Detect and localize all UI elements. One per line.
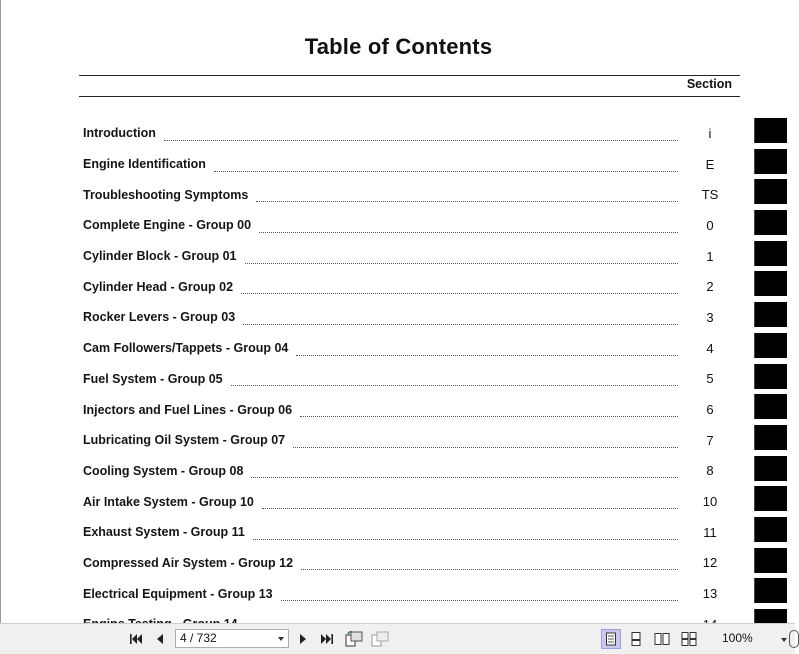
toc-entry-label: Fuel System - Group 05 — [83, 371, 223, 386]
previous-page-icon — [154, 632, 166, 646]
continuous-page-icon — [630, 632, 642, 646]
toc-entry[interactable] — [83, 271, 738, 302]
toc-entry-label: Cylinder Block - Group 01 — [83, 249, 237, 264]
facing-pages-icon — [654, 632, 670, 646]
toc-entry[interactable] — [83, 394, 738, 425]
section-thumb-tab — [754, 179, 787, 204]
toc-entry[interactable] — [83, 456, 738, 487]
section-thumb-tab — [754, 364, 787, 389]
toc-entry[interactable] — [83, 333, 738, 364]
toc-entry[interactable] — [83, 179, 738, 210]
next-page-button[interactable] — [293, 629, 313, 649]
toc-entry-section: E — [705, 156, 715, 172]
section-thumb-tab — [754, 210, 787, 235]
toc-list — [83, 118, 738, 640]
toc-leader-dots — [300, 406, 678, 417]
toc-leader-dots — [231, 375, 678, 386]
first-page-button[interactable] — [126, 629, 146, 649]
toc-entry[interactable] — [83, 548, 738, 579]
zoom-in-icon[interactable] — [789, 630, 799, 648]
toc-entry-label: Engine Identification — [83, 157, 206, 172]
first-page-icon — [129, 632, 143, 646]
section-thumb-tab — [754, 271, 787, 296]
toc-entry-label: Exhaust System - Group 11 — [83, 525, 245, 540]
toc-entry[interactable] — [83, 517, 738, 548]
section-thumb-tab — [754, 578, 787, 603]
toc-entry-label: Lubricating Oil System - Group 07 — [83, 433, 286, 448]
section-thumb-tab — [754, 241, 787, 266]
toc-leader-dots — [241, 283, 678, 294]
page-number-select[interactable] — [175, 629, 289, 648]
toc-entry-section: 2 — [706, 279, 714, 295]
toc-entry-section: 7 — [706, 432, 714, 448]
toc-entry-label: Electrical Equipment - Group 13 — [83, 586, 273, 601]
toc-entry[interactable] — [83, 118, 738, 149]
section-column-header: Section — [686, 77, 732, 91]
page-title: Table of Contents — [304, 34, 493, 59]
previous-page-button[interactable] — [150, 629, 170, 649]
header-rule-bottom — [79, 96, 740, 97]
section-thumb-tab — [754, 333, 787, 358]
toc-leader-dots — [293, 437, 678, 448]
page-indicator: 4 / 732 — [180, 631, 217, 645]
toc-entry-label: Rocker Levers - Group 03 — [83, 310, 236, 325]
section-thumb-tab — [754, 486, 787, 511]
section-thumb-tab — [754, 149, 787, 174]
toc-leader-dots — [164, 130, 678, 141]
toc-entry-section: 8 — [706, 463, 714, 479]
zoom-level-select[interactable]: 100% — [722, 631, 753, 645]
rotate-view-button[interactable] — [344, 629, 364, 649]
toc-entry-section: 6 — [706, 402, 714, 418]
rotate-view-alt-button[interactable] — [370, 629, 390, 649]
toc-entry-label: Troubleshooting Symptoms — [83, 187, 249, 202]
continuous-page-view-button[interactable] — [626, 629, 646, 649]
facing-pages-view-button[interactable] — [652, 629, 672, 649]
toc-entry-section: i — [708, 125, 712, 141]
toc-entry[interactable] — [83, 149, 738, 180]
zoom-chevron-down-icon[interactable] — [781, 638, 787, 642]
section-thumb-tab — [754, 394, 787, 419]
header-rule-top — [79, 75, 740, 76]
section-thumb-tab — [754, 425, 787, 450]
toc-entry-section: 12 — [702, 555, 718, 571]
toc-entry-section: 3 — [706, 309, 714, 325]
continuous-facing-view-button[interactable] — [679, 629, 699, 649]
toc-entry[interactable] — [83, 302, 738, 333]
toc-entry[interactable] — [83, 210, 738, 241]
section-thumb-tab — [754, 456, 787, 481]
toc-entry-label: Cooling System - Group 08 — [83, 463, 244, 478]
toc-entry-label: Cam Followers/Tappets - Group 04 — [83, 341, 289, 356]
toc-leader-dots — [214, 161, 678, 172]
toc-leader-dots — [281, 590, 678, 601]
toc-entry[interactable] — [83, 486, 738, 517]
rotate-view-icon — [345, 631, 363, 647]
toc-leader-dots — [243, 314, 678, 325]
toc-entry[interactable] — [83, 425, 738, 456]
toc-entry-section: 0 — [706, 217, 714, 233]
section-thumb-tab — [754, 302, 787, 327]
chevron-down-icon — [278, 637, 284, 641]
single-page-icon — [605, 632, 617, 646]
last-page-icon — [320, 632, 334, 646]
section-thumb-tabs — [754, 118, 788, 640]
toc-entry-label: Cylinder Head - Group 02 — [83, 279, 234, 294]
toc-entry[interactable] — [83, 241, 738, 272]
viewer-toolbar — [0, 623, 795, 654]
toc-entry-section: 1 — [706, 248, 714, 264]
toc-entry-label: Introduction — [83, 126, 156, 141]
toc-entry[interactable] — [83, 364, 738, 395]
toc-leader-dots — [256, 191, 678, 202]
single-page-view-button[interactable] — [601, 629, 621, 649]
next-page-icon — [297, 632, 309, 646]
toc-leader-dots — [245, 253, 678, 264]
continuous-facing-icon — [681, 632, 697, 646]
toc-leader-dots — [301, 559, 678, 570]
toc-entry-section: 4 — [706, 340, 714, 356]
toc-entry-label: Air Intake System - Group 10 — [83, 494, 254, 509]
toc-leader-dots — [259, 222, 678, 233]
toc-entry-section: TS — [701, 187, 719, 203]
toc-entry-section: 13 — [702, 586, 718, 602]
toc-entry-label: Complete Engine - Group 00 — [83, 218, 252, 233]
section-thumb-tab — [754, 118, 787, 143]
toc-entry-section: 11 — [703, 524, 717, 540]
toc-entry-section: 10 — [702, 494, 718, 510]
toc-entry-label: Compressed Air System - Group 12 — [83, 555, 294, 570]
last-page-button[interactable] — [317, 629, 337, 649]
rotate-view-alt-icon — [371, 631, 389, 647]
toc-leader-dots — [262, 498, 678, 509]
toc-entry-label: Injectors and Fuel Lines - Group 06 — [83, 402, 293, 417]
toc-entry-section: 5 — [706, 371, 714, 387]
section-thumb-tab — [754, 548, 787, 573]
toc-leader-dots — [253, 529, 678, 540]
toc-entry[interactable] — [83, 578, 738, 609]
section-thumb-tab — [754, 517, 787, 542]
toc-leader-dots — [251, 467, 678, 478]
toc-leader-dots — [296, 345, 678, 356]
